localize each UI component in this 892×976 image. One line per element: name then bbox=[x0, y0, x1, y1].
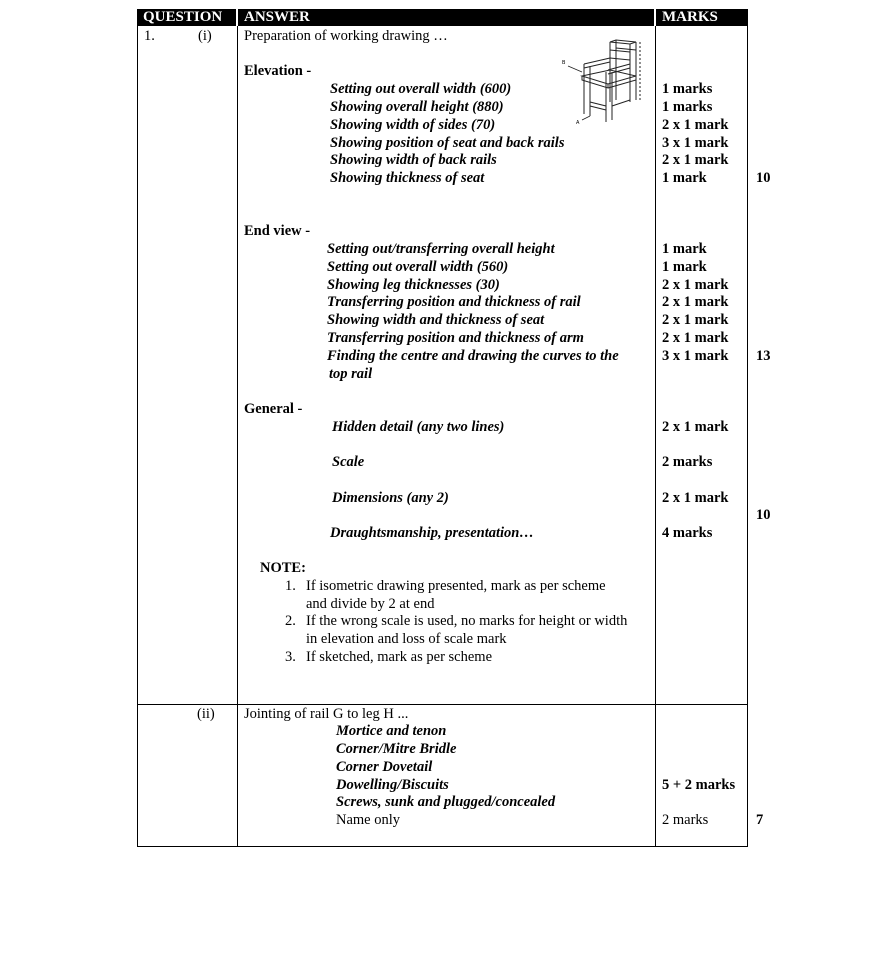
header-question bbox=[137, 9, 236, 26]
table-border-right bbox=[747, 26, 748, 846]
elevation-item: Showing thickness of seat bbox=[330, 170, 485, 186]
elevation-item: Showing width of sides (70) bbox=[330, 117, 496, 133]
general-total: 10 bbox=[756, 507, 771, 523]
part-ii-intro: Jointing of rail G to leg H ... bbox=[244, 706, 409, 722]
part-ii-total: 7 bbox=[756, 812, 764, 828]
note-heading: NOTE: bbox=[260, 560, 306, 576]
end-view-item: top rail bbox=[329, 366, 373, 382]
note-text: If isometric drawing presented, mark as per scheme bbox=[306, 578, 606, 594]
general-mark: 2 marks bbox=[662, 454, 713, 470]
general-item: Scale bbox=[332, 454, 365, 470]
end-view-item: Showing width and thickness of seat bbox=[327, 312, 545, 328]
general-heading: General - bbox=[244, 401, 303, 417]
end-view-mark: 1 mark bbox=[662, 241, 707, 257]
note-text: and divide by 2 at end bbox=[306, 596, 435, 612]
end-view-heading: End view - bbox=[244, 223, 311, 239]
table-divider-answer bbox=[655, 26, 656, 846]
row-divider bbox=[137, 704, 748, 705]
intro-text: Preparation of working drawing … bbox=[244, 28, 448, 44]
elevation-total: 10 bbox=[756, 170, 771, 186]
end-view-item: Showing leg thicknesses (30) bbox=[327, 277, 500, 293]
table-divider-question bbox=[237, 26, 238, 846]
end-view-mark: 2 x 1 mark bbox=[662, 330, 729, 346]
elevation-mark: 2 x 1 mark bbox=[662, 152, 729, 168]
header-answer bbox=[238, 9, 654, 26]
table-border-left bbox=[137, 26, 138, 846]
end-view-mark: 2 x 1 mark bbox=[662, 294, 729, 310]
elevation-mark: 1 marks bbox=[662, 99, 713, 115]
elevation-mark: 3 x 1 mark bbox=[662, 135, 729, 151]
drawing-label-b: B bbox=[562, 60, 566, 66]
note-text: in elevation and loss of scale mark bbox=[306, 631, 507, 647]
name-only-mark: 2 marks bbox=[662, 812, 709, 828]
elevation-mark: 1 marks bbox=[662, 81, 713, 97]
part-ii-label: (ii) bbox=[197, 706, 215, 722]
elevation-item: Showing width of back rails bbox=[330, 152, 497, 168]
end-view-mark: 3 x 1 mark bbox=[662, 348, 729, 364]
elevation-item: Showing position of seat and back rails bbox=[330, 135, 565, 151]
part-i-label: (i) bbox=[198, 28, 212, 44]
end-view-mark: 1 mark bbox=[662, 259, 707, 275]
question-number: 1. bbox=[144, 28, 155, 44]
note-number: 3. bbox=[285, 649, 296, 665]
end-view-mark: 2 x 1 mark bbox=[662, 277, 729, 293]
end-view-item: Setting out/transferring overall height bbox=[327, 241, 555, 257]
elevation-mark: 1 mark bbox=[662, 170, 707, 186]
note-text: If sketched, mark as per scheme bbox=[306, 649, 493, 665]
joint-option: Mortice and tenon bbox=[336, 723, 447, 739]
table-border-bottom bbox=[137, 846, 748, 847]
elevation-heading: Elevation - bbox=[244, 63, 312, 79]
part-ii-mark: 5 + 2 marks bbox=[662, 777, 736, 793]
elevation-item: Setting out overall width (600) bbox=[330, 81, 512, 97]
general-mark: 2 x 1 mark bbox=[662, 490, 729, 506]
joint-option: Corner Dovetail bbox=[336, 759, 433, 775]
note-number: 2. bbox=[285, 613, 296, 629]
general-item: Dimensions (any 2) bbox=[332, 490, 449, 506]
end-view-total: 13 bbox=[756, 348, 771, 364]
elevation-mark: 2 x 1 mark bbox=[662, 117, 729, 133]
drawing-label-a: A bbox=[576, 120, 580, 126]
joint-option: Screws, sunk and plugged/concealed bbox=[336, 794, 556, 810]
end-view-mark: 2 x 1 mark bbox=[662, 312, 729, 328]
header-answer-label: ANSWER bbox=[244, 9, 310, 25]
elevation-item: Showing overall height (880) bbox=[330, 99, 504, 115]
general-mark: 4 marks bbox=[662, 525, 713, 541]
general-item: Draughtsmanship, presentation… bbox=[330, 525, 534, 541]
header-marks-label: MARKS bbox=[662, 9, 718, 25]
joint-option: Dowelling/Biscuits bbox=[336, 777, 449, 793]
joint-option: Corner/Mitre Bridle bbox=[336, 741, 457, 757]
header-marks bbox=[656, 9, 748, 26]
header-question-label: QUESTION bbox=[143, 9, 223, 25]
general-mark: 2 x 1 mark bbox=[662, 419, 729, 435]
name-only-text: Name only bbox=[336, 812, 401, 828]
end-view-item: Transferring position and thickness of arm bbox=[327, 330, 584, 346]
note-text: If the wrong scale is used, no marks for height or width bbox=[306, 613, 628, 629]
chair-isometric-drawing bbox=[560, 36, 650, 128]
note-number: 1. bbox=[285, 578, 296, 594]
end-view-item: Transferring position and thickness of rail bbox=[327, 294, 581, 310]
end-view-item: Setting out overall width (560) bbox=[327, 259, 509, 275]
end-view-item: Finding the centre and drawing the curves to the bbox=[327, 348, 619, 364]
general-item: Hidden detail (any two lines) bbox=[332, 419, 505, 435]
